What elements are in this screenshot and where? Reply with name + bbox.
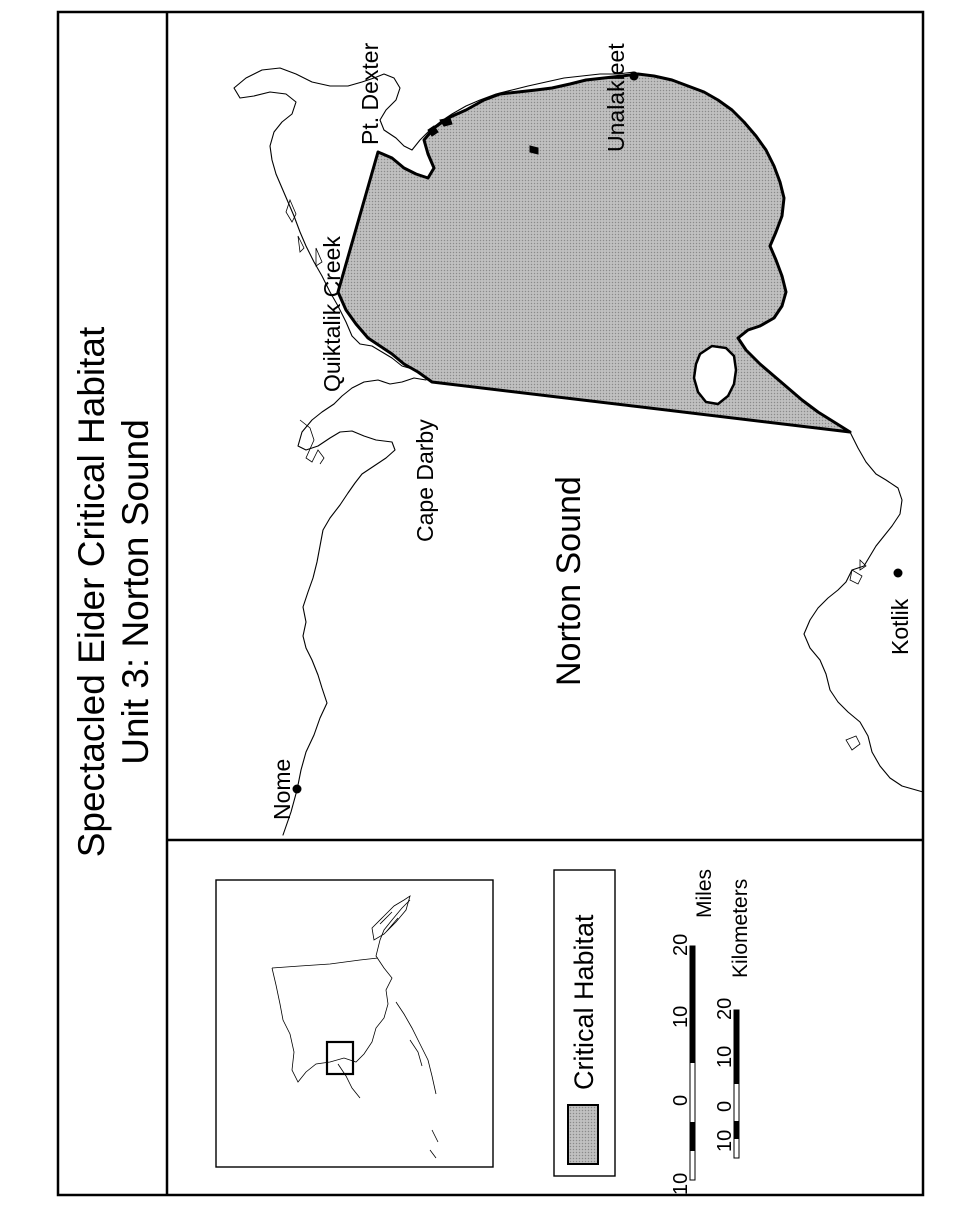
lake-island xyxy=(694,346,736,404)
title-line-1: Spectacled Eider Critical Habitat xyxy=(71,326,112,858)
title-block xyxy=(71,326,156,857)
scale-miles-tick-20: 20 xyxy=(670,933,692,956)
label-quiktalik-creek: Quiktalik Creek xyxy=(319,236,345,392)
scale-km-tick-0: 0 xyxy=(714,1100,736,1112)
label-cape-darby: Cape Darby xyxy=(412,419,438,542)
label-pt-dexter: Pt. Dexter xyxy=(357,42,383,145)
scale-bar-miles xyxy=(690,946,695,1180)
scale-miles-tick-0: 0 xyxy=(670,1094,692,1106)
small-lake xyxy=(530,146,538,154)
scale-km-tick-10-left: 10 xyxy=(714,1129,736,1152)
label-nome: Nome xyxy=(269,758,295,820)
scale-miles-tick-10-left: 10 xyxy=(670,1172,692,1195)
inset-map-frame xyxy=(216,880,493,1167)
legend-critical-habitat-label: Critical Habitat xyxy=(569,914,599,1090)
scale-km-label: Kilometers xyxy=(729,878,752,978)
unalakleet-point xyxy=(630,72,639,81)
label-kotlik: Kotlik xyxy=(887,598,913,655)
scale-miles-label: Miles xyxy=(693,868,716,918)
label-norton-sound: Norton Sound xyxy=(550,476,588,686)
inset-panel xyxy=(216,869,752,1195)
label-unalakleet: Unalakleet xyxy=(603,43,629,152)
legend-habitat-swatch xyxy=(568,1105,598,1164)
scale-km-tick-10: 10 xyxy=(714,1045,736,1068)
scale-km-tick-20: 20 xyxy=(714,997,736,1020)
south-islets xyxy=(846,560,866,750)
kotlik-point xyxy=(894,569,903,578)
main-map xyxy=(234,42,923,835)
scale-miles-tick-10: 10 xyxy=(670,1005,692,1028)
title-line-2: Unit 3: Norton Sound xyxy=(115,419,156,765)
